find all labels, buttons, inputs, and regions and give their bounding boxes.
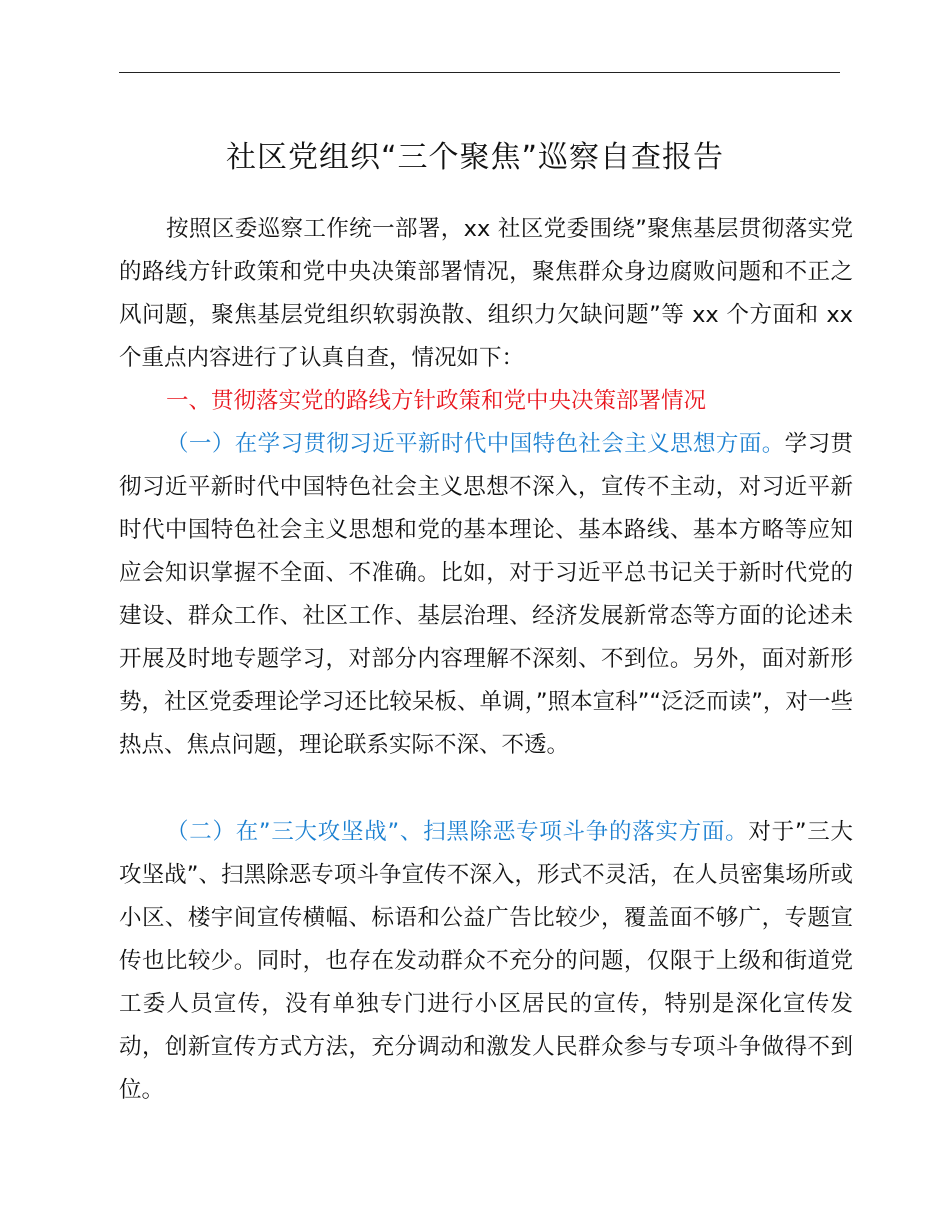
subsection-1-body: 学习贯彻习近平新时代中国特色社会主义思想不深入，宣传不主动，对习近平新时代中国特色社会主义思想和党的基本理论、基本路线、基本方略等应知应会知识掌握不全面、不准确。比如，对于习近平总书记关于新时代党的建设、群众工作、社区工作、基层治理、经济发展新常态等方面的论述未开展及时地专题学习，对部分内容理解不深刻、不到位。另外，面对新形势，社区党委理论学习还比较呆板、单调，”照本宣科”“泛泛而读”，对一些热点、焦点问题，理论联系实际不深、不透。 — [119, 431, 853, 758]
intro-paragraph: 按照区委巡察工作统一部署，xx 社区党委围绕”聚焦基层贯彻落实党的路线方针政策和党中央决策部署情况，聚焦群众身边腐败问题和不正之风问题，聚焦基层党组织软弱涣散、组织力欠缺问题”等 xx 个方面和 xx 个重点内容进行了认真自查，情况如下： — [119, 216, 853, 371]
subsection-2-body: 对于”三大攻坚战”、扫黑除恶专项斗争宣传不深入，形式不灵活，在人员密集场所或小区、楼宇间宣传横幅、标语和公益广告比较少，覆盖面不够广，专题宣传也比较少。同时，也存在发动群众不充分的问题，仅限于上级和街道党工委人员宣传，没有单独专门进行小区居民的宣传，特别是深化宣传发动，创新宣传方式方法，充分调动和激发人民群众参与专项斗争做得不到位。 — [119, 819, 853, 1103]
section-1-heading: 一、贯彻落实党的路线方针政策和党中央决策部署情况 — [166, 388, 707, 414]
subsection-2-heading: （二）在”三大攻坚战”、扫黑除恶专项斗争的落实方面。 — [166, 819, 749, 845]
subsection-1-paragraph — [119, 423, 853, 767]
subsection-2-paragraph — [119, 811, 853, 1112]
subsection-1-heading: （一）在学习贯彻习近平新时代中国特色社会主义思想方面。 — [166, 431, 785, 457]
header-rule — [119, 72, 840, 73]
document-title: 社区党组织“三个聚焦”巡察自查报告 — [225, 140, 725, 175]
